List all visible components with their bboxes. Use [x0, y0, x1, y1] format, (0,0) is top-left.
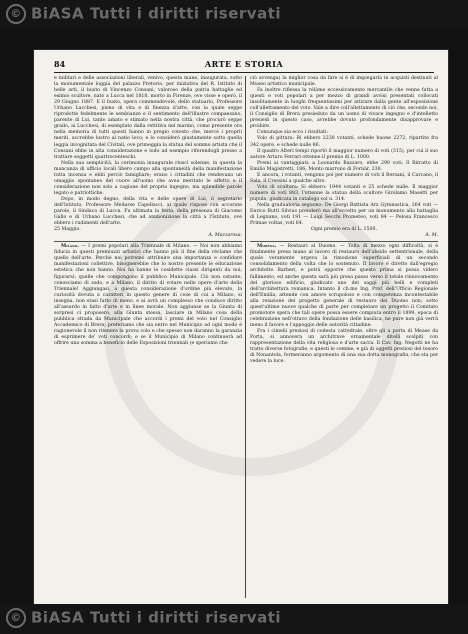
section-paragraph: — Restauri al Duomo. — Tolta di mezzo ogni difficoltà, si è finalmente presa mano al lavoro di restauro dell'absido settentrionale, della quale veramente urgeva la rimozione superficiali di un secondo consolidamento della volta che lo sostenuto. Il lavoro è diretto dall'egregio architetto Barberi, e potrà opporre che questo prima si possa videro fallimento, ed anche questa sarà più presa passo verso il totale rinnovamento del glorioso edificio, giudicato uno dei saggi più belli e completi dell'architettura romanica. Intanto il ch.mo Ing. Prof. dell'Ufficio Regionale dell'Emilia, attende con amore scrupoloso e con competenza incontestabile alla relazione del progetto generale di restauro dei Duomo non; sotto quest'ultime nuove qualche dì parte per completare un progetto il Comitato promotore spera che tali opere possa essere compiuta entro il 1899, epoca di celebrazione nell'ottavo della fondazione delle basilica, ne pure non già verrà meno il favore e l'appoggio delle autorità cittadine. [250, 244, 438, 328]
right-column [250, 76, 438, 365]
paragraph: e militari e delle associazioni liberali, venivo, questa mane, inaugurata, sotto la monumentale loggia del palazzo Pretorio, per iniziativa del R. Istituto di belle arti, il busto di Vincenzo Consani, valoroso della patria battaglie ed esimio scultore, nato a Lucca nel 1818, morto in Firenze, ove visse e operò, il 29 Giugno 1887. E il busto, opera commendevole, dello statuario, Professore Urbano Lucchesi, pieno di vita e di finezza d'arte, con la quale seppe riprodotte fedelmente le sembianze e il sentimento dell'illustre compaesano, parente di Lui, tanto amato e stimato nella nostra città, che procurò seppe grado, ai Lucchesi, di esemplato dalla rettitiva nel marmo, come presente ora nella memoria di tutti questi hanno in pregio cotesto che, mercè i proprii meriti, accrebbe lustro al natio loco; e lo considerò giustamente sotto quella leggia incognitata del Civitali, ove primeggia la statua del sommo artista che il Consani ebbe in alta considerazione e lodo ad esempio riferendogli presso a trattare soggetti quattrocenteschi. [54, 76, 242, 160]
paragraph: Ogni premio era di L. 1500. [311, 227, 377, 233]
article-signature: A. M. [425, 233, 438, 239]
paragraph: Voto di scultura: Si ebbero: 1944 votanti e 25 schede nulle. Il maggior numero di voti 883, l'ottenne la statua della scultore Girolamo Masetti per pupula, giudicata in catalogo col n. 314. [250, 184, 438, 202]
paragraph: Nella graduatoria seguono: De Giorgi Battista Arx Gymnastica, 264 voti — Enrico Butti Silvius prenderò ma all'eccetto per un monumento alla battaglia di Legnano, voti 191 — Luigi Secchi Prometeo, voti 84 — Pelosa Francesco Primae voltas, voti 64. [250, 202, 438, 227]
section-paragraph: — I premi popolari alla Triennale di Milano. — Noi non abbiamo fiducia in questi premiuzzi artistici che hanno più il fine della réclame che quello dell'arte. Perchè noi potremo attribuire una importanza e confidare manifestazioni collettive, bisognerebbe che lo nostro presente le educazione estetica che non hanno. Noi ha banno le cosidette classi dirigenti da noi; figurarsi; quelle che compongono il pubblico Municipale. Ciò non ostante, conosciamo di sodo, e a Milano, il diritto di votare nelle opere d'arte della Triennale! Aggiungasi, a questa considerazione d'ordine più elevato, la curiosità dovuta a caratteri in questo genere di cose di cui a Milano, si insegna, non stasi fatto di meno, e ai avrà un complesso che conduce diritto all'assurdo in fatto d'arte e in linee morale. Non aggiunse se la Giunta di sorpresi ci proposero, alla Giunta stessa, lasciare in Milano cosa della pubblica strada da Municipale che accordi i premi del voto nel Consiglio Accademico di Brera; preferiamo che sia entro nel Municipio ad ogni modo è ragionevole il non ritenere la prova colo e che spesso non daranno la garanzia di esprimere de' voti concordi; e se il Municipio di Milano continuerà ad offrire una somma a beneficio delle Esposizioni triennali (e speriamo che [54, 244, 242, 347]
article-date: 25 Maggio. [54, 227, 81, 233]
paragraph: E ancora, i votanti, vengono poi per numero di voti il Bersani, il Carcano, il Sala, il Cressini a qualche altro. [250, 172, 438, 184]
watermark-top [0, 4, 468, 24]
watermark-bottom [0, 608, 468, 628]
paragraph: Nella sua semplicità, la cerimonia inaugurale riuscì solenne, in questa la mancanza di ufficio locali libero campo alla spontaneità della manifestazione tutta incensa e ebbi perciò famigliare; erano i cittadini che rendevano un omaggio spontaneo del cuore all'uomo che avea meritato le affetto e il considerazione non solo a cagione del proprio ingegno, ma splendide parole legato e patriottiche. [54, 160, 242, 196]
paragraph: Il quadro Alteri tempi riportò il maggior numero di voti (315), per cui il suo autore Arturo Ferrari ottenne il premio di L. 1000. [250, 148, 438, 160]
paragraph: Premi ai vantaggiati: a Leonardo Bazzaro, ebbe 290 voti; Il Ritratto di Emilio Magistretti, 186; Monto marrono di Fornàr, 230. [250, 160, 438, 172]
paragraph: ciò avvenga) la miglior cosa da fare si è di impiegarla in acquisti destinati al Museo artistico municipale. [250, 76, 438, 88]
watermark-top-text: BiASA Tutti i diritti riservati [31, 4, 282, 23]
paragraph: Fa inoltre riflessa la rélàme eccessivamente mercantile che venne fatta a questi e voti popolari a per mezzo di grandi avvisi presentati collocati insolitamente in luoghi frequentissimi per attirare dalla gente all'esposizione coll'allettamento del voto. Vale a dire coll'allettamento di ciò che, secondo noi, il Consiglio di Brera presieduto da un uomo di vivace ingegno e d'intelletto presiedi in questo caso, avrebbe dovuto profondamente disapprovare e proibire. [250, 88, 438, 130]
scanned-page [34, 50, 448, 606]
section-divider [250, 241, 438, 242]
paragraph: Volo di pittura: Ri ebbero 2238 votanti, schede buone 2272, ripartite fra 342 opere, e schede nulle 86. [250, 136, 438, 148]
column-divider [245, 76, 246, 598]
paragraph: Fra i cimelii preziosi di codesta cattedrale, oltre gli a porta di Mease da Porta, si annovera un architrave ornamentale ditelli scolpiti con rappresentazione della vita religiosa e d'arte sacra. Il Cav. Ing. Negotti ne ha tratto diverse fotografie, e questi le cemme, e già di oggetti preziosi del tesoro di Nonantola, formeranno argomento di una sua dotta monografia, che sta per vedere la luce. [250, 328, 438, 365]
section-divider [54, 241, 242, 242]
paragraph: Dopo, in modo degno, della vita e delle opere di Lui, il segretario dell'Istituto, Professore Medarse Capellacci, al quale rispose con accorate parole, il Sindaco di Lucca. Fu ultimata la festa, della presenza di Giacomo Gallo e di Urbano Lucchesi, che ad ammonizione la città a l'Istituto, ove ebbero i rudimenti dell'arte. [54, 196, 242, 227]
copyright-icon: © [6, 608, 26, 628]
scan-header-bar [0, 0, 468, 28]
section-city: Modena. [257, 244, 277, 250]
page-header [54, 58, 434, 73]
copyright-icon: © [6, 4, 26, 24]
running-title: ARTE E STORIA [204, 59, 284, 69]
paragraph: Comunque sia ecco i risultati: [257, 130, 328, 136]
page-number: 84 [54, 59, 66, 69]
article-signature: A. Mazzarosa. [208, 233, 242, 239]
scan-footer-bar [0, 604, 468, 634]
watermark-bottom-text: BiASA Tutti i diritti riservati [31, 608, 282, 627]
left-column [54, 76, 242, 347]
section-city: Milano. [61, 244, 80, 250]
